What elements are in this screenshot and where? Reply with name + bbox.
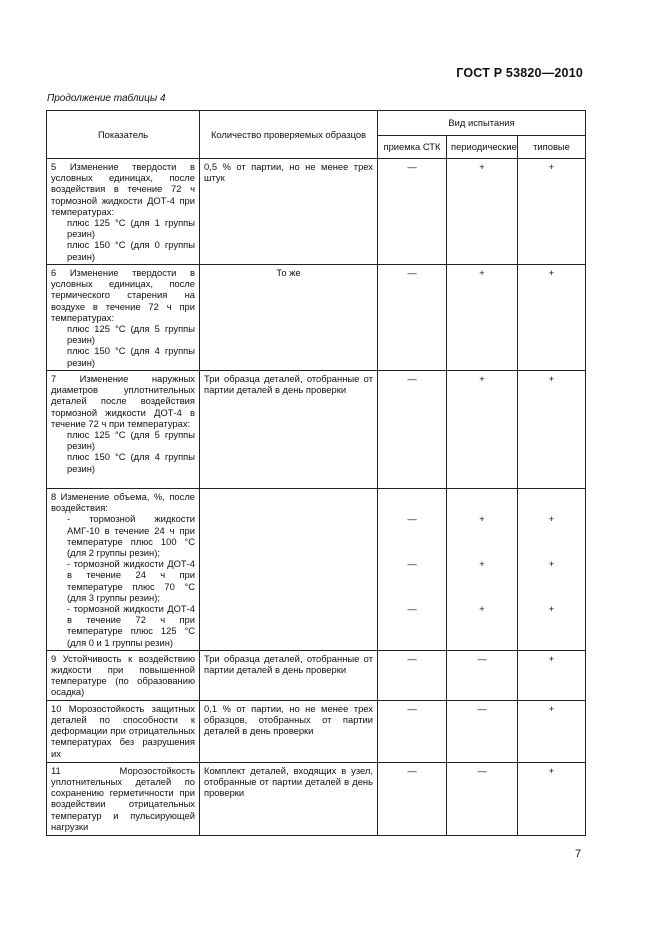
row-periodic: +	[447, 371, 518, 489]
row-typical: +	[518, 762, 586, 835]
row-acceptance-stk: —	[407, 558, 417, 570]
row-indicator-subline: плюс 150 °С (для 0 группы резин)	[67, 239, 195, 262]
table-row	[47, 371, 586, 489]
row-typical: +	[518, 700, 586, 762]
row-indicator-subline: плюс 125 °С (для 5 группы резин)	[67, 429, 195, 452]
row-indicator-subline: - тормозной жидкости АМГ-10 в течение 24 ч при температуре плюс 100 °С (для 2 группы резин);	[67, 513, 195, 559]
row-sample-count	[200, 489, 378, 651]
row-periodic: —	[447, 762, 518, 835]
row-periodic: —	[447, 650, 518, 700]
row-indicator-text: 11 Морозостойкость уплотнительных деталей по сохранению герметичности при воздействии отрицательных температур и пульсирующей нагрузки	[47, 762, 200, 835]
row-acceptance-stk: —	[407, 603, 417, 615]
header-typical: типовые	[518, 136, 586, 159]
row-indicator-subline: плюс 125 °С (для 5 группы резин)	[67, 323, 195, 346]
row-periodic: +	[447, 159, 518, 265]
header-periodic: периодические	[447, 136, 518, 159]
row-sample-count: Три образца деталей, отобранные от партии деталей в день проверки	[200, 650, 378, 700]
header-acceptance-stk: приемка СТК	[378, 136, 447, 159]
row-typical: +	[518, 159, 586, 265]
row-indicator-text: 7 Изменение наружных диаметров уплотнительных деталей после воздействия тормозной жидкости ДОТ-4 в течение 72 ч при температурах:	[51, 373, 195, 429]
table-row	[47, 265, 586, 371]
row-periodic: +	[447, 265, 518, 371]
row-sample-count: Три образца деталей, отобранные от партии деталей в день проверки	[200, 371, 378, 489]
row-acceptance-stk: —	[378, 700, 447, 762]
table-row	[47, 762, 586, 835]
table-caption: Продолжение таблицы 4	[47, 93, 166, 104]
row-indicator-subline: плюс 150 °С (для 4 группы резин)	[67, 451, 195, 474]
row-periodic: +	[479, 513, 485, 524]
page-number: 7	[575, 848, 582, 860]
row-acceptance-stk: —	[378, 762, 447, 835]
header-sample-count: Количество проверяемых образцов	[200, 111, 378, 159]
row-periodic: +	[479, 558, 485, 570]
row-indicator-text: 9 Устойчивость к воздействию жидкости при повышенной температуре (по образованию осадка)	[47, 650, 200, 700]
row-sample-count: То же	[276, 267, 301, 278]
row-acceptance-stk: —	[407, 513, 417, 524]
row-typical: +	[518, 650, 586, 700]
row-typical: +	[548, 513, 555, 524]
row-acceptance-stk: —	[378, 650, 447, 700]
row-typical: +	[518, 371, 586, 489]
document-code: ГОСТ Р 53820—2010	[456, 66, 583, 80]
row-periodic: +	[479, 603, 485, 615]
row-typical: +	[548, 603, 555, 615]
row-sample-count: Комплект деталей, входящих в узел, отобранные от партии деталей в день проверки	[200, 762, 378, 835]
row-indicator-text: 5 Изменение твердости в условных единицах, после воздействия в течение 72 ч тормозной жидкости ДОТ-4 при температурах:	[51, 161, 195, 217]
row-typical: +	[518, 265, 586, 371]
row-indicator-text: 8 Изменение объема, %, после воздействия:	[51, 491, 195, 514]
table-row	[47, 489, 586, 651]
row-sample-count: 0,5 % от партии, но не менее трех штук	[200, 159, 378, 265]
row-sample-count: 0,1 % от партии, но не менее трех образцов, отобранных от партии деталей в день проверки	[200, 700, 378, 762]
row-acceptance-stk: —	[378, 371, 447, 489]
table-row	[47, 159, 586, 265]
header-test-type: Вид испытания	[378, 111, 586, 136]
row-indicator-subline: плюс 125 °С (для 1 группы резин)	[67, 217, 195, 240]
table-row	[47, 700, 586, 762]
table-row	[47, 650, 586, 700]
row-indicator-text: 6 Изменение твердости в условных единицах, после термического старения на воздухе в течение 72 ч при температурах:	[51, 267, 195, 323]
row-periodic: —	[447, 700, 518, 762]
test-table	[46, 110, 586, 836]
header-indicator: Показатель	[47, 111, 200, 159]
row-indicator-text: 10 Морозостойкость защитных деталей по способности к деформации при отрицательных температурах без разрушения их	[47, 700, 200, 762]
row-typical: +	[548, 558, 555, 570]
row-acceptance-stk: —	[378, 265, 447, 371]
row-indicator-subline: - тормозной жидкости ДОТ-4 в течение 72 ч при температуре плюс 125 °С (для 0 и 1 группы резин)	[67, 603, 195, 648]
row-indicator-subline: плюс 150 °С (для 4 группы резин)	[67, 345, 195, 368]
row-indicator-subline: - тормозной жидкости ДОТ-4 в течение 24 ч при температуре плюс 70 °С (для 3 группы резин);	[67, 558, 195, 603]
row-acceptance-stk: —	[378, 159, 447, 265]
